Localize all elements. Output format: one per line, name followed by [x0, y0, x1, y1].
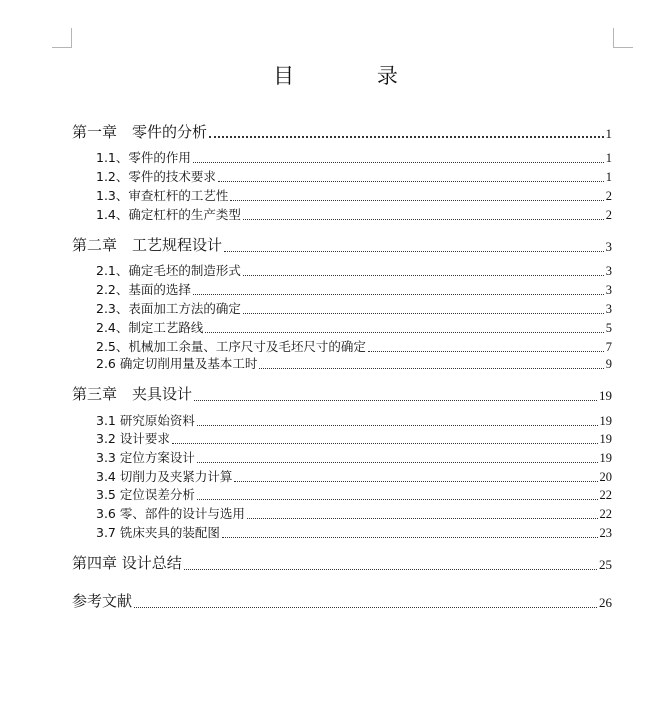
toc-page-number: 25 — [599, 557, 612, 572]
dot-leader — [218, 180, 604, 182]
dot-leader — [222, 536, 598, 538]
toc-page-number: 9 — [605, 357, 612, 371]
toc-page-number: 7 — [605, 340, 612, 354]
toc-section-entry[interactable] — [96, 525, 612, 541]
crop-mark-top-left — [71, 28, 72, 48]
toc-chapter-entry[interactable] — [72, 553, 612, 573]
dot-leader — [205, 331, 603, 333]
toc-section-entry[interactable] — [96, 169, 612, 185]
toc-page-number: 1 — [605, 151, 612, 165]
toc-section-entry[interactable] — [96, 207, 612, 223]
toc-page-number: 1 — [605, 170, 612, 184]
toc-entry-label: 1.1、零件的作用 — [96, 150, 191, 165]
toc-entry-label: 1.4、确定杠杆的生产类型 — [96, 207, 241, 222]
toc-page-number: 3 — [605, 264, 612, 278]
dot-leader — [197, 498, 598, 500]
toc-entry-label: 第四章 设计总结 — [72, 554, 182, 572]
toc-page-number: 5 — [605, 321, 612, 335]
dot-leader — [230, 199, 603, 201]
toc-chapter-entry[interactable] — [72, 384, 612, 404]
toc-page-number: 26 — [599, 595, 612, 610]
crop-mark-top-left — [52, 47, 72, 48]
toc-entry-label: 2.4、制定工艺路线 — [96, 320, 204, 335]
toc-entry-label: 2.2、基面的选择 — [96, 282, 191, 297]
toc-page-number: 2 — [605, 189, 612, 203]
toc-entry-label: 2.1、确定毛坯的制造形式 — [96, 263, 241, 278]
page-title: 目 录 — [273, 64, 436, 88]
dot-leader — [209, 135, 603, 138]
crop-mark-top-right — [613, 28, 614, 48]
toc-page-number: 3 — [605, 239, 612, 254]
toc-page-number: 19 — [599, 388, 612, 403]
dot-leader — [234, 480, 597, 482]
toc-page-number: 3 — [605, 283, 612, 297]
toc-entry-label: 3.2 设计要求 — [96, 431, 170, 446]
toc-entry-label: 3.6 零、部件的设计与选用 — [96, 506, 245, 521]
dot-leader — [134, 606, 597, 608]
toc-entry-label: 3.1 研究原始资料 — [96, 413, 195, 428]
toc-section-entry[interactable] — [96, 506, 612, 522]
toc-section-entry[interactable] — [96, 356, 612, 372]
toc-page-number: 19 — [599, 414, 612, 428]
toc-entry-label: 第一章 零件的分析 — [72, 123, 208, 141]
toc-entry-label: 1.3、审查杠杆的工艺性 — [96, 188, 229, 203]
toc-entry-label: 参考文献 — [72, 592, 133, 610]
toc-page-number: 3 — [605, 302, 612, 316]
toc-entry-label: 1.2、零件的技术要求 — [96, 169, 216, 184]
toc-section-entry[interactable] — [96, 150, 612, 166]
dot-leader — [193, 293, 604, 295]
toc-chapter-entry[interactable] — [72, 122, 612, 142]
toc-page-number: 23 — [599, 526, 612, 540]
toc-chapter-entry[interactable] — [72, 235, 612, 255]
dot-leader — [194, 399, 597, 401]
dot-leader — [243, 218, 604, 220]
toc-page-number: 22 — [599, 507, 612, 521]
toc-section-entry[interactable] — [96, 431, 612, 447]
toc-entry-label: 第三章 夹具设计 — [72, 385, 193, 403]
dot-leader — [243, 312, 604, 314]
dot-leader — [197, 424, 598, 426]
dot-leader — [243, 274, 604, 276]
toc-entry-label: 2.6 确定切削用量及基本工时 — [96, 356, 258, 371]
toc-entry-label: 2.3、表面加工方法的确定 — [96, 301, 241, 316]
dot-leader — [368, 350, 604, 352]
toc-section-entry[interactable] — [96, 263, 612, 279]
toc-page-number: 2 — [605, 208, 612, 222]
toc-entry-label: 3.7 铣床夹具的装配图 — [96, 525, 220, 540]
dot-leader — [197, 461, 598, 463]
toc-section-entry[interactable] — [96, 301, 612, 317]
toc-entry-label: 第二章 工艺规程设计 — [72, 236, 223, 254]
dot-leader — [193, 161, 604, 163]
toc-section-entry[interactable] — [96, 339, 612, 355]
toc-section-entry[interactable] — [96, 188, 612, 204]
dot-leader — [259, 367, 603, 369]
crop-mark-top-right — [613, 47, 633, 48]
dot-leader — [172, 442, 598, 444]
toc-entry-label: 3.5 定位误差分析 — [96, 487, 195, 502]
toc-section-entry[interactable] — [96, 413, 612, 429]
dot-leader — [184, 568, 597, 570]
toc-entry-label: 3.4 切削力及夹紧力计算 — [96, 469, 233, 484]
toc-page-number: 22 — [599, 488, 612, 502]
toc-page-number: 20 — [599, 470, 612, 484]
dot-leader — [224, 250, 603, 252]
toc-chapter-entry[interactable] — [72, 591, 612, 611]
toc-section-entry[interactable] — [96, 487, 612, 503]
toc-page-number: 19 — [599, 432, 612, 446]
toc-page-number: 19 — [599, 451, 612, 465]
toc-section-entry[interactable] — [96, 469, 612, 485]
toc-entry-label: 2.5、机械加工余量、工序尺寸及毛坯尺寸的确定 — [96, 339, 366, 354]
toc-page-number: 1 — [605, 126, 612, 141]
dot-leader — [247, 517, 598, 519]
toc-section-entry[interactable] — [96, 450, 612, 466]
toc-entry-label: 3.3 定位方案设计 — [96, 450, 195, 465]
toc-section-entry[interactable] — [96, 282, 612, 298]
toc-section-entry[interactable] — [96, 320, 612, 336]
